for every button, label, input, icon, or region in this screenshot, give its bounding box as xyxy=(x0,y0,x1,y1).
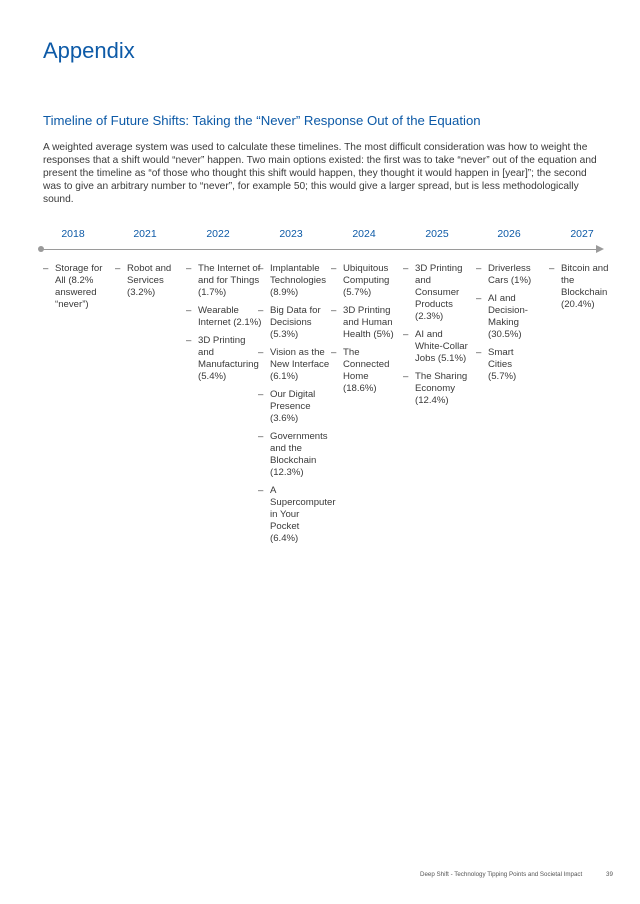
page-number: 39 xyxy=(606,871,613,878)
timeline-item: – Storage for All (8.2% answered “never”) xyxy=(43,263,103,311)
timeline-item: – Implantable Technologies (8.9%) xyxy=(258,263,330,299)
timeline-column-2026 xyxy=(476,263,540,389)
timeline-item: – Driverless Cars (1%) xyxy=(476,263,540,287)
timeline-item: – Our Digital Presence (3.6%) xyxy=(258,389,330,425)
timeline-item: – The Sharing Economy (12.4%) xyxy=(403,371,469,407)
timeline-column-2027 xyxy=(549,263,609,317)
timeline-item: – AI and Decision-Making (30.5%) xyxy=(476,293,540,341)
timeline-column-2018 xyxy=(43,263,103,317)
timeline-column-2023 xyxy=(258,263,336,551)
timeline-item: – 3D Printing and Human Health (5%) xyxy=(331,305,395,341)
timeline-item: – Bitcoin and the Blockchain (20.4%) xyxy=(549,263,609,311)
timeline-item: – Ubiquitous Computing (5.7%) xyxy=(331,263,395,299)
timeline-item: – Smart Cities (5.7%) xyxy=(476,347,540,383)
timeline-item: – Robot and Services (3.2%) xyxy=(115,263,175,299)
timeline-item: – Wearable Internet (2.1%) xyxy=(186,305,262,329)
timeline-column-2025 xyxy=(403,263,469,413)
timeline-item: – Governments and the Blockchain (12.3%) xyxy=(258,431,330,479)
year-label: 2027 xyxy=(570,228,594,240)
timeline-column-2022 xyxy=(186,263,262,389)
timeline-item: – Big Data for Decisions (5.3%) xyxy=(258,305,330,341)
footer-text: Deep Shift - Technology Tipping Points and Societal Impact xyxy=(420,871,583,878)
timeline-item: – Vision as the New Interface (6.1%) xyxy=(258,347,330,383)
timeline-item: – 3D Printing and Consumer Products (2.3%) xyxy=(403,263,469,323)
timeline-column-2021 xyxy=(115,263,175,305)
timeline-arrow-icon xyxy=(596,245,604,253)
timeline-years xyxy=(38,228,608,242)
timeline-item: – 3D Printing and Manufacturing (5.4%) xyxy=(186,335,262,383)
timeline-item: – The Connected Home (18.6%) xyxy=(331,347,395,395)
year-label: 2026 xyxy=(497,228,521,240)
section-title: Timeline of Future Shifts: Taking the “Never” Response Out of the Equation xyxy=(43,113,481,128)
year-label: 2018 xyxy=(61,228,85,240)
year-label: 2025 xyxy=(425,228,449,240)
timeline-item: – AI and White-Collar Jobs (5.1%) xyxy=(403,329,469,365)
intro-paragraph: A weighted average system was used to calculate these timelines. The most difficult consideration was how to weight the responses that a shift would “never” happen. Two main options existed: the first was to take “never” out of the equation and present the timeline as “of those who thought this shift would happen, they thought it would happen in [year]”; the second was to give an arbitrary number to “never”, for example 50; this would give a larger spread, but is less methodologically sound. xyxy=(43,142,597,205)
page-title: Appendix xyxy=(43,38,135,63)
timeline-item: – The Internet of and for Things (1.7%) xyxy=(186,263,262,299)
year-label: 2021 xyxy=(133,228,157,240)
year-label: 2023 xyxy=(279,228,303,240)
timeline-axis xyxy=(42,249,598,250)
year-label: 2024 xyxy=(352,228,376,240)
year-label: 2022 xyxy=(206,228,230,240)
timeline-item: – A Supercomputer in Your Pocket (6.4%) xyxy=(258,485,330,545)
timeline-column-2024 xyxy=(331,263,395,401)
